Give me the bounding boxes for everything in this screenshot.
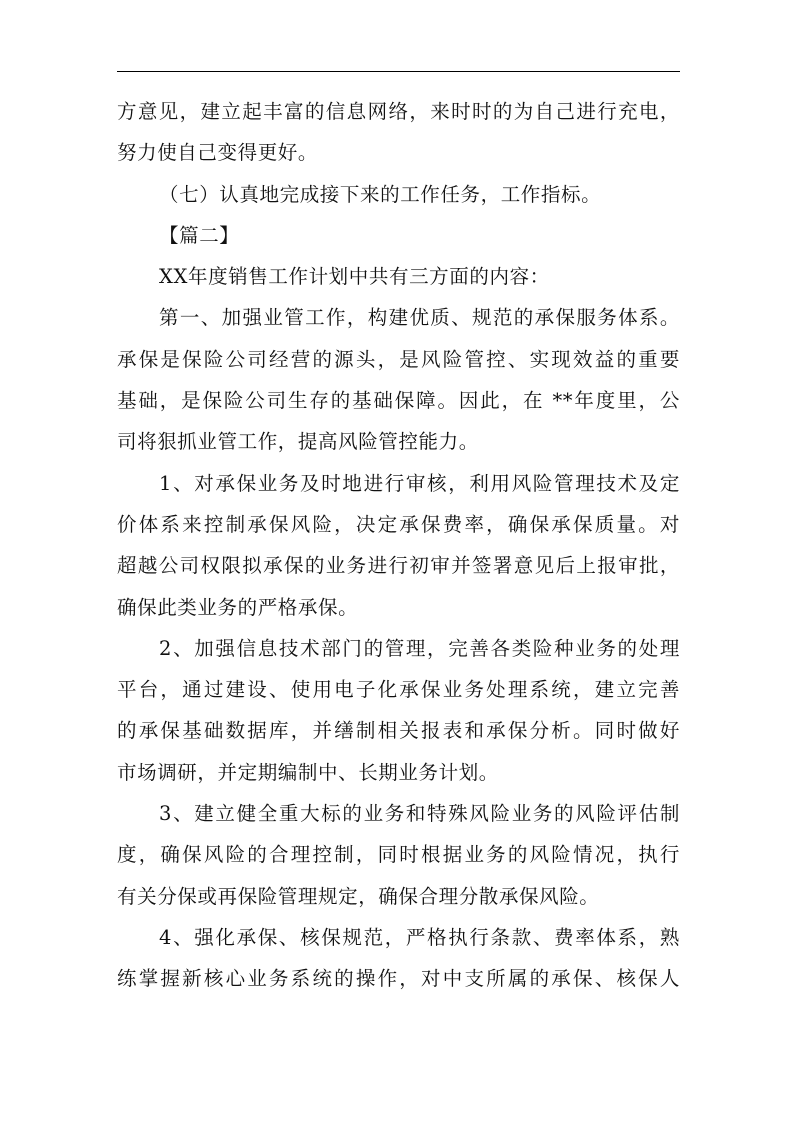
text-line: 练掌握新核心业务系统的操作，对中支所属的承保、核保人 [117,967,680,991]
text-line: 基础，是保险公司生存的基础保障。因此，在 **年度里，公 [117,389,680,413]
text-line: 超越公司权限拟承保的业务进行初审并签署意见后上报审批， [117,554,680,578]
text-line: XX年度销售工作计划中共有三方面的内容： [159,265,550,289]
text-line: 价体系来控制承保风险，决定承保费率，确保承保质量。对 [117,512,680,536]
text-line: 4、强化承保、核保规范，严格执行条款、费率体系，熟 [159,925,680,949]
text-line: 3、建立健全重大标的业务和特殊风险业务的风险评估制 [159,802,680,826]
text-line: （七）认真地完成接下来的工作任务，工作指标。 [159,182,602,206]
text-line: 第一、加强业管工作，构建优质、规范的承保服务体系。 [159,306,680,330]
text-line: 市场调研，并定期编制中、长期业务计划。 [117,760,499,784]
text-line: 2、加强信息技术部门的管理，完善各类险种业务的处理 [159,636,680,660]
text-line: 1、对承保业务及时地进行审核，利用风险管理技术及定 [159,471,680,495]
text-line: 承保是保险公司经营的源头，是风险管控、实现效益的重要 [117,347,680,371]
text-line: 【篇二】 [159,223,240,247]
text-line: 方意见，建立起丰富的信息网络，来时时的为自己进行充电， [117,100,680,123]
header-rule [117,71,680,72]
text-line: 平台，通过建设、使用电子化承保业务处理系统，建立完善 [117,678,680,702]
text-line: 的承保基础数据库，并缮制相关报表和承保分析。同时做好 [117,719,680,743]
body-text [117,91,680,1000]
text-line: 度，确保风险的合理控制，同时根据业务的风险情况，执行 [117,843,680,867]
text-line: 有关分保或再保险管理规定，确保合理分散承保风险。 [117,884,600,908]
text-line: 确保此类业务的严格承保。 [117,595,359,619]
text-line: 司将狠抓业管工作，提高风险管控能力。 [117,430,479,454]
text-line: 努力使自己变得更好。 [117,141,319,165]
